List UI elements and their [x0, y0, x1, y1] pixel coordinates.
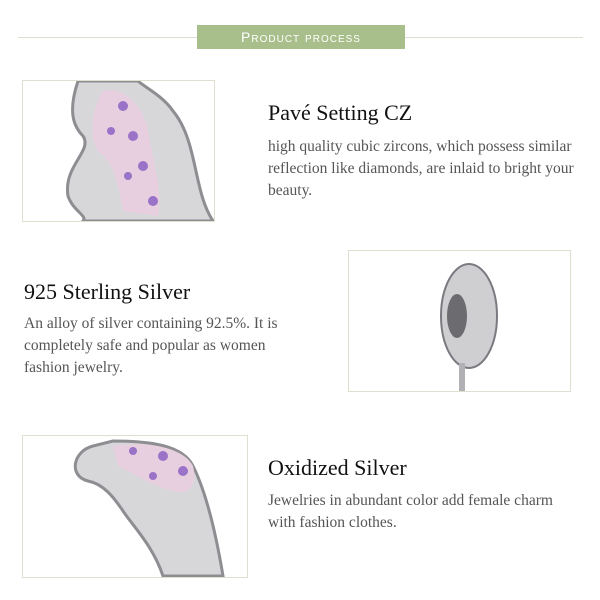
section-header: Product process	[197, 25, 405, 49]
silver-bead-image	[349, 251, 570, 391]
section-description: high quality cubic zircons, which possess similar reflection like diamonds, are inlaid to bright your beauty.	[268, 138, 574, 199]
section-title: Oxidized Silver	[268, 455, 407, 480]
product-image-oxidized	[22, 435, 248, 578]
section-title: Pavé Setting CZ	[268, 100, 413, 125]
section-description: An alloy of silver containing 92.5%. It is completely safe and popular as women fashion jewelry.	[24, 315, 278, 376]
section-description: Jewelries in abundant color add female charm with fashion clothes.	[268, 492, 553, 531]
unicorn-body-image	[23, 436, 247, 577]
product-image-pave	[22, 80, 215, 222]
product-image-silver	[348, 250, 571, 392]
unicorn-closeup-image	[23, 81, 214, 221]
section-title: 925 Sterling Silver	[24, 279, 191, 304]
